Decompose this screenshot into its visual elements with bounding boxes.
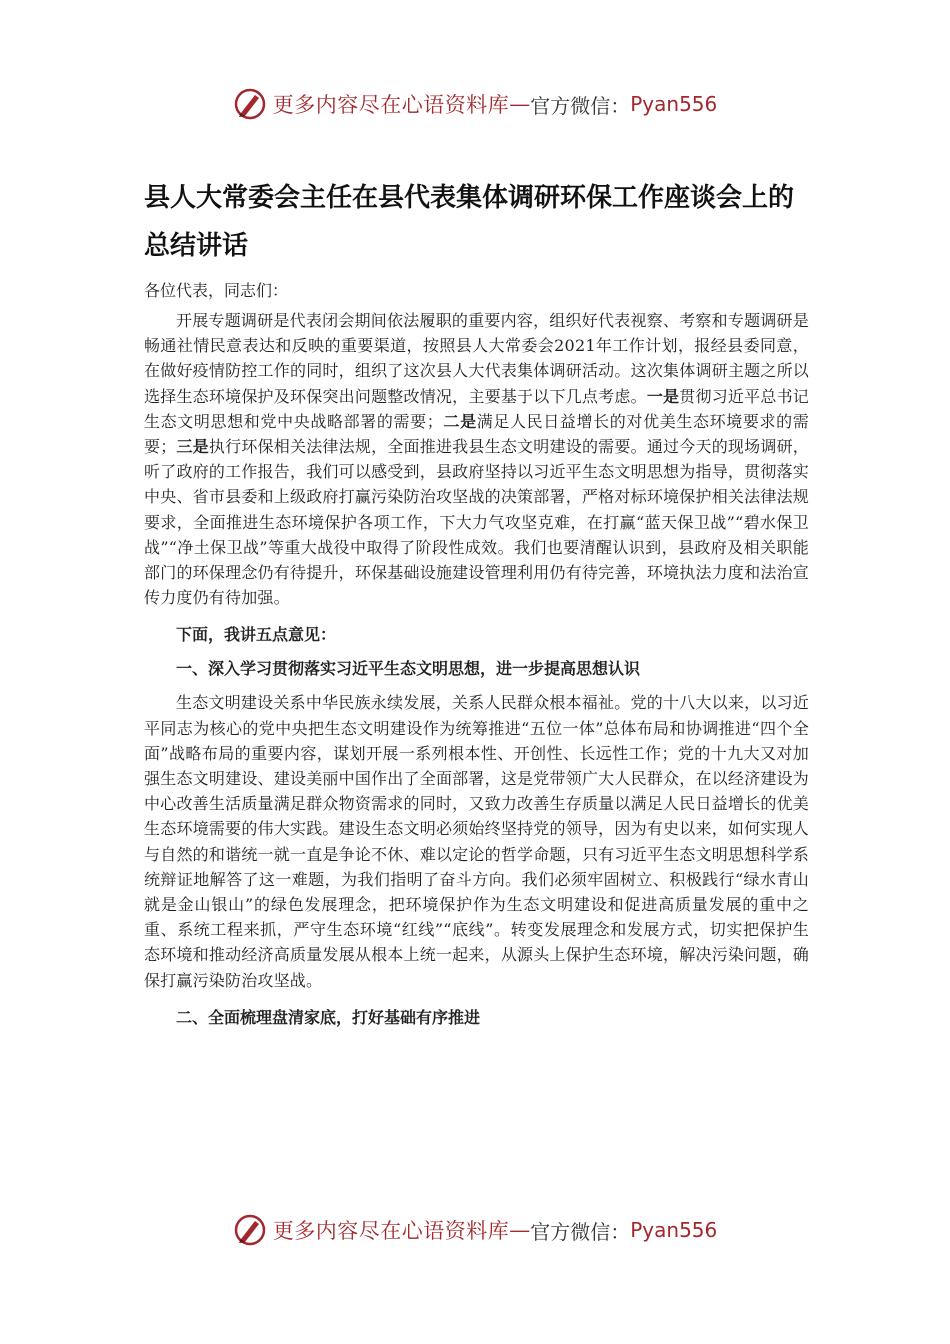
keyword-second: 二是 (443, 411, 477, 431)
banner-wechat-id: Pyan556 (630, 92, 718, 116)
document-body (144, 174, 809, 1039)
intro-heading: 下面，我讲五点意见： (176, 625, 337, 645)
paragraph-intro (144, 308, 809, 610)
banner-brand-text: 更多内容尽在心语资料库 (272, 93, 510, 117)
header-watermark-banner (0, 84, 950, 124)
section-1-heading: 一、深入学习贯彻落实习近平生态文明思想，进一步提高思想认识 (176, 659, 641, 679)
document-title: 县人大常委会主任在县代表集体调研环保工作座谈会上的总结讲话 (144, 183, 795, 261)
banner-dash: — (509, 1218, 531, 1242)
pen-logo-icon (233, 87, 267, 121)
section-2-heading: 二、全面梳理盘清家底，打好基础有序推进 (176, 1007, 481, 1027)
banner-brand-text: 更多内容尽在心语资料库 (272, 1219, 510, 1243)
banner-contact-label: 官方微信： (530, 1219, 631, 1244)
paragraph-intro-part-c: 满足人民日益增长的对优美生态环境要求的需要； (144, 411, 809, 457)
banner-wechat-id: Pyan556 (630, 1218, 718, 1242)
footer-watermark-banner (0, 1210, 950, 1250)
keyword-first: 一是 (646, 386, 680, 406)
section-1-paragraph: 生态文明建设关系中华民族永续发展，关系人民群众根本福祉。党的十八大以来，以习近平同志为核心的党中央把生态文明建设作为统筹推进“五位一体”总体布局和协调推进“四个全面”战略布局的重要内容，谋划开展一系列根本性、开创性、长远性工作；党的十九大又对加强生态文明建设、建设美丽中国作出了全面部署，这是党带领广大人民群众，在以经济建设为中心改善生活质量满足群众物资需求的同时，又致力改善生存质量以满足人民日益增长的优美生态环境需要的伟大实践。建设生态文明必须始终坚持党的领导，因为有史以来，如何实现人与自然的和谐统一就一直是争论不休、难以定论的哲学命题，只有习近平生态文明思想科学系统辩证地解答了这一难题，为我们指明了奋斗方向。我们必须牢固树立、积极践行“绿水青山就是金山银山”的绿色发展理念，把环境保护作为生态文明建设和促进高质量发展的重中之重、系统工程来抓，严守生态环境“红线”“底线”。转变发展理念和发展方式，切实把保护生态环境和推动经济高质量发展从根本上统一起来，从源头上保护生态环境，解决污染问题，确保打赢污染防治攻坚战。 (144, 693, 809, 990)
banner-dash: — (509, 92, 531, 116)
pen-logo-icon (233, 1213, 267, 1247)
banner-contact-label: 官方微信： (530, 93, 631, 118)
salutation: 各位代表，同志们： (144, 281, 289, 300)
keyword-third: 三是 (176, 437, 209, 457)
paragraph-intro-part-d: 执行环保相关法律法规，全面推进我县生态文明建设的需要。通过今天的现场调研，听了政府的工作报告，我们可以感受到，县政府坚持以习近平生态文明思想为指导，贯彻落实中央、省市县委和上级政府打赢污染防治攻坚战的决策部署，严格对标环境保护相关法律法规要求，全面推进生态环境保护各项工作，下大力气攻坚克难，在打赢“蓝天保卫战”“碧水保卫战”“净土保卫战”等重大战役中取得了阶段性成效。我们也要清醒认识到，县政府及相关职能部门的环保理念仍有待提升，环保基础设施建设管理利用仍有待完善，环境执法力度和法治宣传力度仍有待加强。 (144, 437, 809, 608)
paragraph-intro-part-b: 贯彻习近平总书记生态文明思想和党中央战略部署的需要； (144, 386, 810, 431)
paragraph-intro-part-a: 开展专题调研是代表闭会期间依法履职的重要内容，组织好代表视察、考察和专题调研是畅通社情民意表达和反映的重要渠道，按照县人大常委会2021年工作计划，报经县委同意，在做好疫情防控工作的同时，组织了这次县人大代表集体调研活动。这次集体调研主题之所以选择生态环境保护及环保突出问题整改情况，主要基于以下几点考虑。 (144, 311, 809, 406)
